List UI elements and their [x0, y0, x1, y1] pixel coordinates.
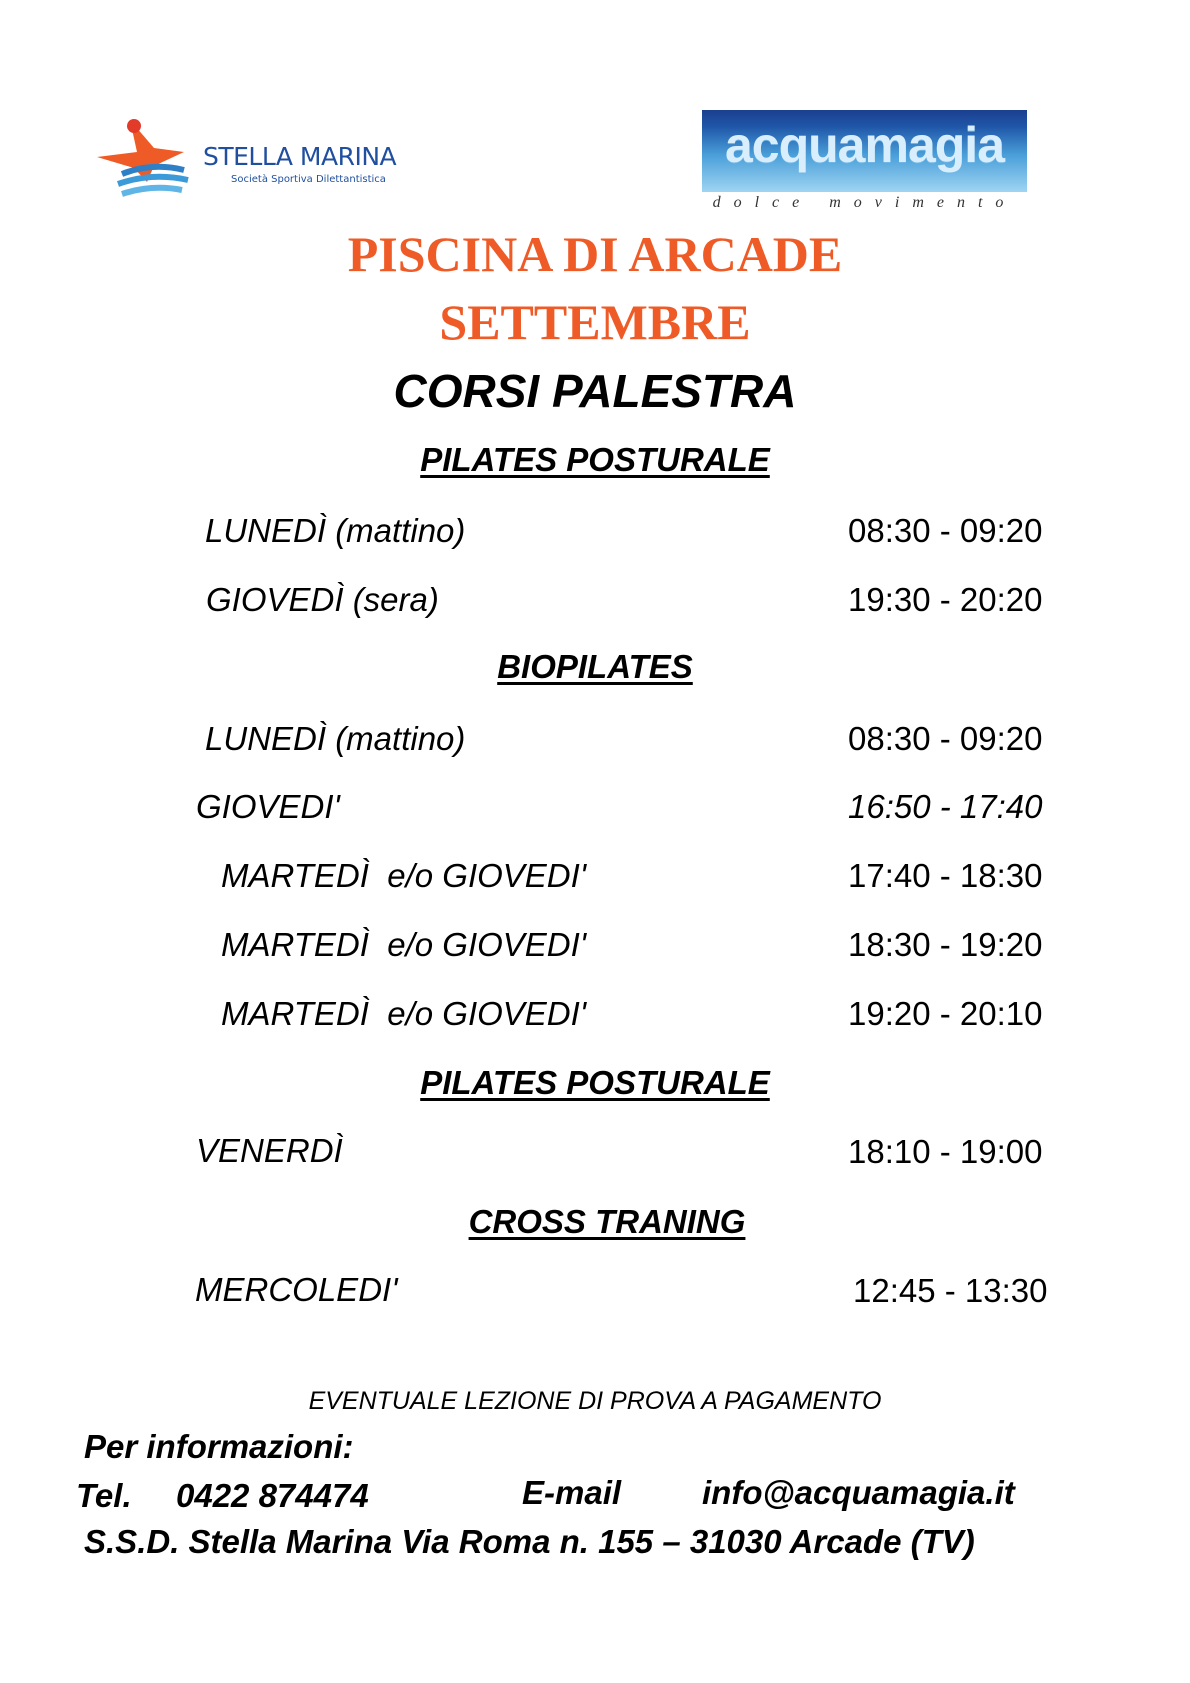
section-title: CROSS TRANING [468, 1203, 746, 1240]
address: S.S.D. Stella Marina Via Roma n. 155 – 31030 Arcade (TV) [84, 1523, 975, 1560]
section-title: BIOPILATES [497, 648, 693, 685]
schedule-time: 08:30 - 09:20 [848, 512, 1043, 549]
acquamagia-logo [702, 110, 1027, 215]
schedule-day: MERCOLEDI' [195, 1271, 398, 1308]
section-title: PILATES POSTURALE [420, 1064, 770, 1101]
stella-marina-logo [92, 112, 397, 217]
trial-lesson-note: EVENTUALE LEZIONE DI PROVA A PAGAMENTO [308, 1387, 882, 1415]
schedule-time: 08:30 - 09:20 [848, 720, 1043, 757]
schedule-day: LUNEDÌ (mattino) [205, 720, 466, 757]
tel-value: 0422 874474 [176, 1477, 369, 1514]
page-title: PISCINA DI ARCADE [347, 226, 843, 282]
schedule-time: 19:30 - 20:20 [848, 581, 1043, 618]
stella-marina-name: STELLA MARINA [203, 142, 397, 171]
stella-marina-tagline: Società Sportiva Dilettantistica [231, 174, 386, 185]
info-heading: Per informazioni: [84, 1428, 354, 1465]
schedule-day: MARTEDÌ e/o GIOVEDI' [221, 926, 587, 963]
schedule-day: VENERDÌ [196, 1132, 343, 1169]
starfish-icon [92, 112, 202, 217]
tel-label: Tel. [76, 1477, 132, 1514]
section-title: PILATES POSTURALE [420, 441, 770, 478]
schedule-time: 18:30 - 19:20 [848, 926, 1043, 963]
acquamagia-tagline: dolce movimento [712, 194, 1017, 211]
schedule-day: MARTEDÌ e/o GIOVEDI' [221, 857, 587, 894]
schedule-time: 19:20 - 20:10 [848, 995, 1043, 1032]
email-value: info@acquamagia.it [702, 1474, 1015, 1511]
schedule-day: MARTEDÌ e/o GIOVEDI' [221, 995, 587, 1032]
page-subtitle: CORSI PALESTRA [393, 365, 797, 417]
schedule-time: 18:10 - 19:00 [848, 1133, 1043, 1170]
schedule-day: GIOVEDI' [196, 788, 340, 825]
page-month: SETTEMBRE [439, 294, 751, 350]
email-label: E-mail [522, 1474, 622, 1511]
schedule-day: LUNEDÌ (mattino) [205, 512, 466, 549]
schedule-time: 12:45 - 13:30 [853, 1272, 1048, 1309]
acquamagia-name: acquamagia [724, 117, 1004, 173]
schedule-time: 17:40 - 18:30 [848, 857, 1043, 894]
schedule-day: GIOVEDÌ (sera) [206, 581, 439, 618]
schedule-time: 16:50 - 17:40 [848, 788, 1043, 825]
